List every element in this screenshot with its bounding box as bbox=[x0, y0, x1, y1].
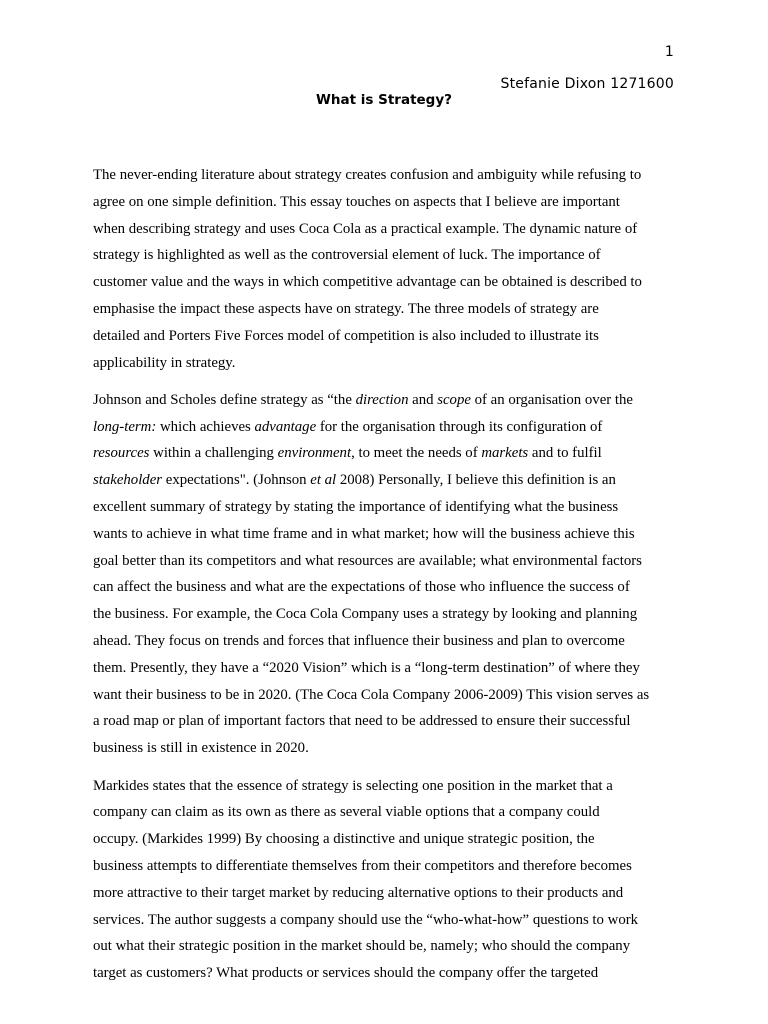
text-line: resources within a challenging environment, to meet the needs of markets and to fulfil bbox=[93, 445, 602, 462]
text-line: target as customers? What products or services should the company offer the targeted bbox=[93, 965, 599, 982]
text-line: emphasise the impact these aspects have on strategy. The three models of strategy are bbox=[93, 300, 599, 317]
text-line: strategy is highlighted as well as the controversial element of luck. The importance of bbox=[93, 247, 601, 264]
text-line: occupy. (Markides 1999) By choosing a distinctive and unique strategic position, the bbox=[93, 831, 595, 848]
text-line: Markides states that the essence of strategy is selecting one position in the market that a bbox=[93, 777, 613, 794]
text-line: wants to achieve in what time frame and in what market; how will the business achieve this bbox=[93, 525, 635, 542]
text-line: when describing strategy and uses Coca Cola as a practical example. The dynamic nature of bbox=[93, 220, 638, 237]
document-body bbox=[93, 162, 683, 997]
text-line: long-term: which achieves advantage for the organisation through its configuration of bbox=[93, 418, 603, 435]
text-line: Johnson and Scholes define strategy as “the direction and scope of an organisation over the bbox=[93, 391, 633, 408]
page-number: 1 bbox=[664, 44, 674, 60]
paragraph-definition bbox=[93, 387, 683, 762]
paragraph-markides bbox=[93, 773, 683, 987]
text-line: ahead. They focus on trends and forces that influence their business and plan to overcome bbox=[93, 633, 625, 650]
text-line: can affect the business and what are the expectations of those who influence the success of bbox=[93, 579, 630, 596]
text-line: a road map or plan of important factors that need to be addressed to ensure their successful bbox=[93, 713, 631, 730]
text-line: services. The author suggests a company should use the “who-what-how” questions to work bbox=[93, 911, 639, 928]
text-line: company can claim as its own as there as several viable options that a company could bbox=[93, 804, 600, 821]
text-line: excellent summary of strategy by stating the importance of identifying what the business bbox=[93, 499, 619, 516]
text-line: business attempts to differentiate themselves from their competitors and therefore becomes bbox=[93, 857, 632, 874]
document-title: What is Strategy? bbox=[316, 92, 452, 108]
text-line: them. Presently, they have a “2020 Vision” which is a “long-term destination” of where they bbox=[93, 659, 640, 676]
text-line: more attractive to their target market by reducing alternative options to their products and bbox=[93, 884, 624, 901]
text-line: out what their strategic position in the market should be, namely; who should the company bbox=[93, 938, 631, 955]
text-line: applicability in strategy. bbox=[93, 354, 236, 371]
text-line: stakeholder expectations". (Johnson et al 2008) Personally, I believe this definition is an bbox=[93, 472, 616, 489]
text-line: want their business to be in 2020. (The Coca Cola Company 2006-2009) This vision serves as bbox=[93, 686, 650, 703]
text-line: customer value and the ways in which competitive advantage can be obtained is described to bbox=[93, 274, 642, 291]
text-line: agree on one simple definition. This essay touches on aspects that I believe are important bbox=[93, 193, 620, 210]
text-line: business is still in existence in 2020. bbox=[93, 740, 309, 757]
text-line: The never-ending literature about strategy creates confusion and ambiguity while refusing to bbox=[93, 167, 642, 183]
text-line: goal better than its competitors and what resources are available; what environmental factors bbox=[93, 552, 642, 569]
text-line: detailed and Porters Five Forces model of competition is also included to illustrate its bbox=[93, 327, 599, 344]
author-line: Stefanie Dixon 1271600 bbox=[500, 76, 674, 92]
paragraph-intro bbox=[93, 162, 683, 376]
text-line: the business. For example, the Coca Cola Company uses a strategy by looking and planning bbox=[93, 606, 638, 623]
